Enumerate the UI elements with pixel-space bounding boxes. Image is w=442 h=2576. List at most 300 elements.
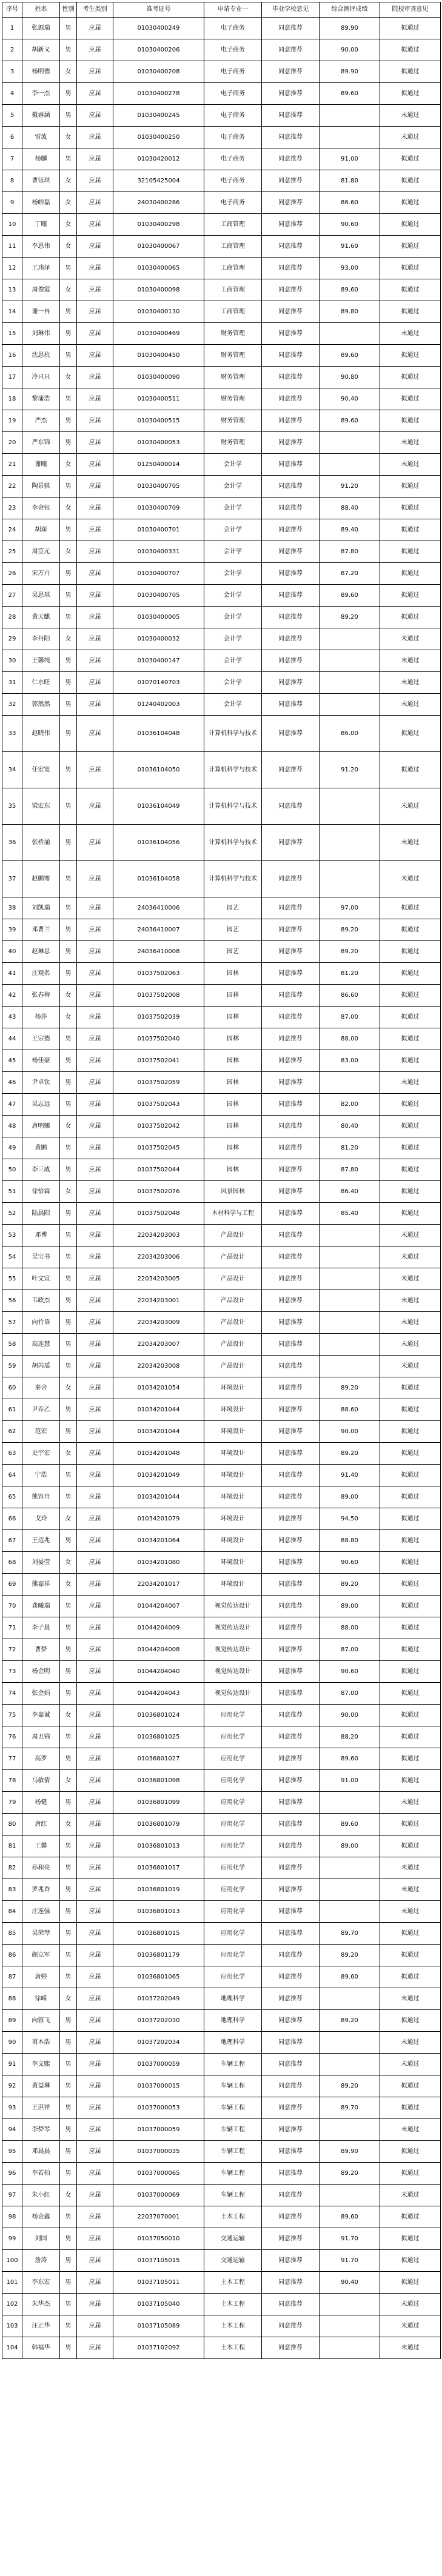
cell-major: 车辆工程 bbox=[204, 2097, 262, 2119]
cell-index: 99 bbox=[2, 2228, 22, 2250]
cell-major: 工商管理 bbox=[204, 279, 262, 301]
cell-score: 91.20 bbox=[320, 752, 380, 788]
cell-gender: 男 bbox=[60, 716, 77, 752]
cell-name: 吴志远 bbox=[22, 1094, 60, 1116]
cell-major: 环境设计 bbox=[204, 1486, 262, 1508]
cell-score: 89.60 bbox=[320, 345, 380, 367]
cell-exam-number: 01037102092 bbox=[113, 2337, 204, 2359]
cell-name: 高罗 bbox=[22, 1748, 60, 1770]
cell-index: 91 bbox=[2, 2054, 22, 2075]
cell-review-opinion: 拟通过 bbox=[380, 1574, 441, 1596]
cell-score: 88.80 bbox=[320, 1530, 380, 1552]
table-row bbox=[2, 1748, 441, 1770]
cell-gender: 男 bbox=[60, 1203, 77, 1225]
cell-school-opinion: 同意推荐 bbox=[262, 1116, 320, 1137]
cell-major: 木材科学与工程 bbox=[204, 1203, 262, 1225]
cell-gender: 男 bbox=[60, 301, 77, 323]
cell-review-opinion: 未通过 bbox=[380, 2294, 441, 2315]
cell-index: 77 bbox=[2, 1748, 22, 1770]
cell-major: 园林 bbox=[204, 1094, 262, 1116]
table-row bbox=[2, 694, 441, 716]
cell-name: 甫本浩 bbox=[22, 2032, 60, 2054]
cell-score: 89.20 bbox=[320, 2163, 380, 2185]
cell-score bbox=[320, 2054, 380, 2075]
cell-review-opinion: 拟通过 bbox=[380, 2075, 441, 2097]
cell-exam-number: 01030400208 bbox=[113, 61, 204, 83]
cell-exam-number: 01030400090 bbox=[113, 367, 204, 388]
cell-score: 89.90 bbox=[320, 2141, 380, 2163]
cell-review-opinion: 未通过 bbox=[380, 628, 441, 650]
cell-exam-number: 22034203008 bbox=[113, 1356, 204, 1377]
cell-candidate-type: 应届 bbox=[77, 2272, 113, 2294]
cell-review-opinion: 拟通过 bbox=[380, 1028, 441, 1050]
cell-candidate-type: 应届 bbox=[77, 2054, 113, 2075]
cell-school-opinion: 同意推荐 bbox=[262, 388, 320, 410]
cell-candidate-type: 应届 bbox=[77, 432, 113, 454]
cell-score bbox=[320, 2315, 380, 2337]
cell-review-opinion: 未通过 bbox=[380, 2032, 441, 2054]
cell-gender: 男 bbox=[60, 2337, 77, 2359]
cell-school-opinion: 同意推荐 bbox=[262, 585, 320, 607]
cell-index: 24 bbox=[2, 519, 22, 541]
cell-index: 59 bbox=[2, 1356, 22, 1377]
cell-name: 孙和亮 bbox=[22, 1857, 60, 1879]
cell-gender: 男 bbox=[60, 2010, 77, 2032]
cell-review-opinion: 拟通过 bbox=[380, 1094, 441, 1116]
cell-name: 李梦琴 bbox=[22, 2119, 60, 2141]
cell-score: 82.00 bbox=[320, 1094, 380, 1116]
cell-gender: 女 bbox=[60, 170, 77, 192]
cell-index: 94 bbox=[2, 2119, 22, 2141]
cell-gender: 男 bbox=[60, 650, 77, 672]
cell-index: 23 bbox=[2, 498, 22, 519]
cell-major: 产品设计 bbox=[204, 1290, 262, 1312]
cell-exam-number: 01034201079 bbox=[113, 1508, 204, 1530]
table-row bbox=[2, 672, 441, 694]
cell-name: 冷只只 bbox=[22, 367, 60, 388]
cell-review-opinion: 拟通过 bbox=[380, 410, 441, 432]
table-row bbox=[2, 1094, 441, 1116]
cell-review-opinion: 未通过 bbox=[380, 1988, 441, 2010]
cell-major: 土木工程 bbox=[204, 2337, 262, 2359]
cell-exam-number: 24030400286 bbox=[113, 192, 204, 214]
cell-name: 吴思琪 bbox=[22, 585, 60, 607]
cell-index: 50 bbox=[2, 1159, 22, 1181]
cell-gender: 男 bbox=[60, 2163, 77, 2185]
table-row bbox=[2, 476, 441, 498]
cell-major: 会计学 bbox=[204, 672, 262, 694]
cell-major: 应用化学 bbox=[204, 1814, 262, 1835]
cell-exam-number: 01037105089 bbox=[113, 2315, 204, 2337]
cell-review-opinion: 拟通过 bbox=[380, 607, 441, 628]
cell-candidate-type: 应届 bbox=[77, 1443, 113, 1465]
cell-score bbox=[320, 825, 380, 861]
cell-major: 园林 bbox=[204, 1007, 262, 1028]
cell-exam-number: 01036801017 bbox=[113, 1857, 204, 1879]
cell-review-opinion: 拟通过 bbox=[380, 2206, 441, 2228]
cell-review-opinion: 未通过 bbox=[380, 2119, 441, 2141]
cell-major: 园林 bbox=[204, 963, 262, 985]
cell-school-opinion: 同意推荐 bbox=[262, 1792, 320, 1814]
cell-score: 91.60 bbox=[320, 236, 380, 258]
cell-major: 环境设计 bbox=[204, 1574, 262, 1596]
cell-exam-number: 01030400005 bbox=[113, 607, 204, 628]
cell-school-opinion: 同意推荐 bbox=[262, 1159, 320, 1181]
cell-exam-number: 01036801025 bbox=[113, 1726, 204, 1748]
cell-review-opinion: 拟通过 bbox=[380, 39, 441, 61]
cell-candidate-type: 应届 bbox=[77, 301, 113, 323]
cell-exam-number: 01037000035 bbox=[113, 2141, 204, 2163]
cell-exam-number: 01037502048 bbox=[113, 1203, 204, 1225]
table-row bbox=[2, 1028, 441, 1050]
table-row bbox=[2, 1879, 441, 1901]
cell-exam-number: 01037202030 bbox=[113, 2010, 204, 2032]
cell-name: 尹乔乙 bbox=[22, 1399, 60, 1421]
cell-exam-number: 22034201017 bbox=[113, 1574, 204, 1596]
cell-name: 庄观名 bbox=[22, 963, 60, 985]
cell-gender: 男 bbox=[60, 2119, 77, 2141]
cell-score: 89.90 bbox=[320, 18, 380, 39]
cell-name: 向竹语 bbox=[22, 1312, 60, 1334]
table-row bbox=[2, 2337, 441, 2359]
cell-index: 56 bbox=[2, 1290, 22, 1312]
cell-score: 97.00 bbox=[320, 897, 380, 919]
cell-score bbox=[320, 672, 380, 694]
table-row bbox=[2, 61, 441, 83]
cell-gender: 男 bbox=[60, 2075, 77, 2097]
cell-review-opinion: 拟通过 bbox=[380, 563, 441, 585]
cell-gender: 男 bbox=[60, 105, 77, 127]
cell-name: 梁宏东 bbox=[22, 788, 60, 825]
cell-name: 唐婷 bbox=[22, 1966, 60, 1988]
table-row bbox=[2, 1334, 441, 1356]
cell-review-opinion: 拟通过 bbox=[380, 1007, 441, 1028]
cell-index: 25 bbox=[2, 541, 22, 563]
cell-candidate-type: 应届 bbox=[77, 2010, 113, 2032]
cell-major: 产品设计 bbox=[204, 1312, 262, 1334]
cell-review-opinion: 拟通过 bbox=[380, 1159, 441, 1181]
cell-exam-number: 01044204009 bbox=[113, 1617, 204, 1639]
cell-candidate-type: 应届 bbox=[77, 498, 113, 519]
cell-gender: 男 bbox=[60, 2250, 77, 2272]
cell-name: 黄益琳 bbox=[22, 2075, 60, 2097]
cell-index: 20 bbox=[2, 432, 22, 454]
cell-candidate-type: 应届 bbox=[77, 1116, 113, 1137]
cell-score bbox=[320, 2032, 380, 2054]
cell-exam-number: 01036104049 bbox=[113, 788, 204, 825]
cell-index: 68 bbox=[2, 1552, 22, 1574]
cell-score bbox=[320, 1334, 380, 1356]
cell-gender: 男 bbox=[60, 1356, 77, 1377]
cell-review-opinion: 拟通过 bbox=[380, 1726, 441, 1748]
cell-exam-number: 01044204007 bbox=[113, 1596, 204, 1617]
cell-school-opinion: 同意推荐 bbox=[262, 1988, 320, 2010]
cell-score: 88.40 bbox=[320, 498, 380, 519]
cell-index: 43 bbox=[2, 1007, 22, 1028]
cell-school-opinion: 同意推荐 bbox=[262, 367, 320, 388]
cell-candidate-type: 应届 bbox=[77, 127, 113, 148]
table-row bbox=[2, 585, 441, 607]
cell-school-opinion: 同意推荐 bbox=[262, 1879, 320, 1901]
cell-school-opinion: 同意推荐 bbox=[262, 1050, 320, 1072]
cell-review-opinion: 未通过 bbox=[380, 2185, 441, 2206]
cell-name: 胡琛 bbox=[22, 519, 60, 541]
header-score: 综合测评成绩 bbox=[320, 2, 380, 18]
cell-gender: 男 bbox=[60, 323, 77, 345]
cell-name: 邓博 bbox=[22, 1225, 60, 1246]
cell-major: 车辆工程 bbox=[204, 2075, 262, 2097]
cell-candidate-type: 应届 bbox=[77, 410, 113, 432]
cell-gender: 男 bbox=[60, 18, 77, 39]
header-gender: 性别 bbox=[60, 2, 77, 18]
cell-major: 会计学 bbox=[204, 585, 262, 607]
cell-review-opinion: 未通过 bbox=[380, 2337, 441, 2359]
cell-score: 90.40 bbox=[320, 2272, 380, 2294]
cell-review-opinion: 拟通过 bbox=[380, 1945, 441, 1966]
cell-score bbox=[320, 1312, 380, 1334]
cell-candidate-type: 应届 bbox=[77, 897, 113, 919]
cell-major: 园林 bbox=[204, 1050, 262, 1072]
cell-score: 86.60 bbox=[320, 192, 380, 214]
cell-candidate-type: 应届 bbox=[77, 1421, 113, 1443]
cell-candidate-type: 应届 bbox=[77, 2228, 113, 2250]
cell-name: 宋万卉 bbox=[22, 563, 60, 585]
cell-score: 83.00 bbox=[320, 1050, 380, 1072]
cell-school-opinion: 同意推荐 bbox=[262, 2337, 320, 2359]
cell-gender: 男 bbox=[60, 1923, 77, 1945]
cell-candidate-type: 应届 bbox=[77, 716, 113, 752]
table-row bbox=[2, 1574, 441, 1596]
cell-exam-number: 01030400511 bbox=[113, 388, 204, 410]
cell-gender: 女 bbox=[60, 1770, 77, 1792]
cell-exam-number: 22034203006 bbox=[113, 1246, 204, 1268]
cell-major: 应用化学 bbox=[204, 1748, 262, 1770]
cell-index: 30 bbox=[2, 650, 22, 672]
cell-review-opinion: 未通过 bbox=[380, 1857, 441, 1879]
cell-school-opinion: 同意推荐 bbox=[262, 192, 320, 214]
cell-major: 电子商务 bbox=[204, 39, 262, 61]
cell-exam-number: 01030400331 bbox=[113, 541, 204, 563]
table-row bbox=[2, 1661, 441, 1683]
cell-candidate-type: 应届 bbox=[77, 1661, 113, 1683]
cell-school-opinion: 同意推荐 bbox=[262, 323, 320, 345]
cell-candidate-type: 应届 bbox=[77, 1596, 113, 1617]
cell-gender: 男 bbox=[60, 2272, 77, 2294]
cell-index: 72 bbox=[2, 1639, 22, 1661]
cell-exam-number: 01030400053 bbox=[113, 432, 204, 454]
cell-score: 85.40 bbox=[320, 1203, 380, 1225]
cell-name: 熊嘉祥 bbox=[22, 1574, 60, 1596]
cell-gender: 男 bbox=[60, 1334, 77, 1356]
cell-candidate-type: 应届 bbox=[77, 1857, 113, 1879]
cell-candidate-type: 应届 bbox=[77, 585, 113, 607]
table-row bbox=[2, 2075, 441, 2097]
cell-candidate-type: 应届 bbox=[77, 2250, 113, 2272]
cell-review-opinion: 拟通过 bbox=[380, 985, 441, 1007]
table-row bbox=[2, 192, 441, 214]
cell-gender: 女 bbox=[60, 279, 77, 301]
cell-gender: 男 bbox=[60, 963, 77, 985]
table-row bbox=[2, 432, 441, 454]
cell-index: 11 bbox=[2, 236, 22, 258]
cell-school-opinion: 同意推荐 bbox=[262, 2315, 320, 2337]
cell-school-opinion: 同意推荐 bbox=[262, 1923, 320, 1945]
cell-school-opinion: 同意推荐 bbox=[262, 214, 320, 236]
cell-name: 杨皓磊 bbox=[22, 192, 60, 214]
cell-score bbox=[320, 454, 380, 476]
cell-review-opinion: 未通过 bbox=[380, 2315, 441, 2337]
cell-name: 刘琳伟 bbox=[22, 323, 60, 345]
table-row bbox=[2, 170, 441, 192]
cell-exam-number: 01030400705 bbox=[113, 476, 204, 498]
table-row bbox=[2, 1596, 441, 1617]
cell-candidate-type: 应届 bbox=[77, 1159, 113, 1181]
cell-exam-number: 01030400067 bbox=[113, 236, 204, 258]
cell-school-opinion: 同意推荐 bbox=[262, 941, 320, 963]
cell-gender: 男 bbox=[60, 585, 77, 607]
cell-exam-number: 01030400705 bbox=[113, 585, 204, 607]
cell-exam-number: 01037105011 bbox=[113, 2272, 204, 2294]
cell-candidate-type: 应届 bbox=[77, 861, 113, 897]
cell-major: 视觉传达设计 bbox=[204, 1683, 262, 1705]
cell-review-opinion: 未通过 bbox=[380, 323, 441, 345]
table-row bbox=[2, 1290, 441, 1312]
cell-exam-number: 01070140703 bbox=[113, 672, 204, 694]
cell-name: 张桥涌 bbox=[22, 825, 60, 861]
cell-score: 87.80 bbox=[320, 1159, 380, 1181]
cell-index: 29 bbox=[2, 628, 22, 650]
cell-index: 41 bbox=[2, 963, 22, 985]
cell-name: 高连慧 bbox=[22, 1334, 60, 1356]
cell-major: 财务管理 bbox=[204, 323, 262, 345]
cell-exam-number: 01036104058 bbox=[113, 861, 204, 897]
cell-candidate-type: 应届 bbox=[77, 2315, 113, 2337]
table-row bbox=[2, 279, 441, 301]
cell-major: 会计学 bbox=[204, 519, 262, 541]
cell-exam-number: 01030400709 bbox=[113, 498, 204, 519]
cell-exam-number: 01036801099 bbox=[113, 1792, 204, 1814]
cell-review-opinion: 未通过 bbox=[380, 694, 441, 716]
cell-review-opinion: 拟通过 bbox=[380, 1835, 441, 1857]
cell-exam-number: 01030400032 bbox=[113, 628, 204, 650]
cell-exam-number: 01044204043 bbox=[113, 1683, 204, 1705]
cell-gender: 男 bbox=[60, 1617, 77, 1639]
cell-review-opinion: 拟通过 bbox=[380, 1923, 441, 1945]
cell-score: 81.20 bbox=[320, 963, 380, 985]
cell-school-opinion: 同意推荐 bbox=[262, 1596, 320, 1617]
cell-index: 49 bbox=[2, 1137, 22, 1159]
cell-review-opinion: 拟通过 bbox=[380, 1465, 441, 1486]
cell-gender: 男 bbox=[60, 941, 77, 963]
cell-name: 唐红 bbox=[22, 1814, 60, 1835]
cell-exam-number: 01037105015 bbox=[113, 2250, 204, 2272]
cell-score: 87.00 bbox=[320, 1007, 380, 1028]
cell-exam-number: 01240402003 bbox=[113, 694, 204, 716]
cell-major: 环境设计 bbox=[204, 1465, 262, 1486]
cell-index: 36 bbox=[2, 825, 22, 861]
cell-school-opinion: 同意推荐 bbox=[262, 519, 320, 541]
table-header-row bbox=[2, 2, 441, 18]
table-row bbox=[2, 1268, 441, 1290]
cell-exam-number: 22034203009 bbox=[113, 1312, 204, 1334]
table-row bbox=[2, 941, 441, 963]
table-row bbox=[2, 1007, 441, 1028]
cell-exam-number: 24036410006 bbox=[113, 897, 204, 919]
cell-school-opinion: 同意推荐 bbox=[262, 1508, 320, 1530]
table-row bbox=[2, 1552, 441, 1574]
cell-candidate-type: 应届 bbox=[77, 105, 113, 127]
cell-candidate-type: 应届 bbox=[77, 1399, 113, 1421]
cell-major: 园林 bbox=[204, 1116, 262, 1137]
cell-exam-number: 01044204008 bbox=[113, 1639, 204, 1661]
cell-candidate-type: 应届 bbox=[77, 2032, 113, 2054]
cell-score: 91.00 bbox=[320, 148, 380, 170]
cell-major: 园林 bbox=[204, 1072, 262, 1094]
cell-review-opinion: 拟通过 bbox=[380, 1116, 441, 1137]
cell-review-opinion: 拟通过 bbox=[380, 236, 441, 258]
header-major: 申请专业一 bbox=[204, 2, 262, 18]
cell-school-opinion: 同意推荐 bbox=[262, 1203, 320, 1225]
cell-review-opinion: 拟通过 bbox=[380, 1770, 441, 1792]
cell-major: 地理科学 bbox=[204, 1988, 262, 2010]
cell-name: 沈思杭 bbox=[22, 345, 60, 367]
cell-candidate-type: 应届 bbox=[77, 694, 113, 716]
cell-index: 3 bbox=[2, 61, 22, 83]
cell-index: 16 bbox=[2, 345, 22, 367]
table-row bbox=[2, 1923, 441, 1945]
table-row bbox=[2, 1486, 441, 1508]
cell-school-opinion: 同意推荐 bbox=[262, 1028, 320, 1050]
cell-exam-number: 01034201044 bbox=[113, 1486, 204, 1508]
cell-index: 14 bbox=[2, 301, 22, 323]
cell-score: 89.00 bbox=[320, 1596, 380, 1617]
cell-score: 89.20 bbox=[320, 2075, 380, 2097]
cell-review-opinion: 未通过 bbox=[380, 861, 441, 897]
cell-exam-number: 01030400249 bbox=[113, 18, 204, 39]
cell-candidate-type: 应届 bbox=[77, 1945, 113, 1966]
cell-score: 93.00 bbox=[320, 258, 380, 279]
cell-major: 计算机科学与技术 bbox=[204, 716, 262, 752]
cell-score: 81.20 bbox=[320, 1137, 380, 1159]
table-row bbox=[2, 2097, 441, 2119]
cell-gender: 男 bbox=[60, 1857, 77, 1879]
cell-review-opinion: 拟通过 bbox=[380, 919, 441, 941]
cell-index: 35 bbox=[2, 788, 22, 825]
cell-index: 1 bbox=[2, 18, 22, 39]
table-row bbox=[2, 2250, 441, 2272]
cell-major: 会计学 bbox=[204, 454, 262, 476]
cell-name: 庄连强 bbox=[22, 1901, 60, 1923]
cell-name: 周俊霞 bbox=[22, 279, 60, 301]
table-row bbox=[2, 1072, 441, 1094]
cell-candidate-type: 应届 bbox=[77, 2163, 113, 2185]
cell-score: 90.00 bbox=[320, 1705, 380, 1726]
cell-score: 90.60 bbox=[320, 1552, 380, 1574]
cell-review-opinion: 拟通过 bbox=[380, 1748, 441, 1770]
cell-exam-number: 01030400065 bbox=[113, 258, 204, 279]
cell-review-opinion: 拟通过 bbox=[380, 1530, 441, 1552]
cell-gender: 男 bbox=[60, 2315, 77, 2337]
cell-candidate-type: 应届 bbox=[77, 1007, 113, 1028]
table-row bbox=[2, 1159, 441, 1181]
cell-candidate-type: 应届 bbox=[77, 1770, 113, 1792]
cell-name: 李一杰 bbox=[22, 83, 60, 105]
cell-major: 园林 bbox=[204, 985, 262, 1007]
cell-gender: 男 bbox=[60, 1835, 77, 1857]
cell-review-opinion: 拟通过 bbox=[380, 1508, 441, 1530]
table-row bbox=[2, 301, 441, 323]
table-row bbox=[2, 2294, 441, 2315]
